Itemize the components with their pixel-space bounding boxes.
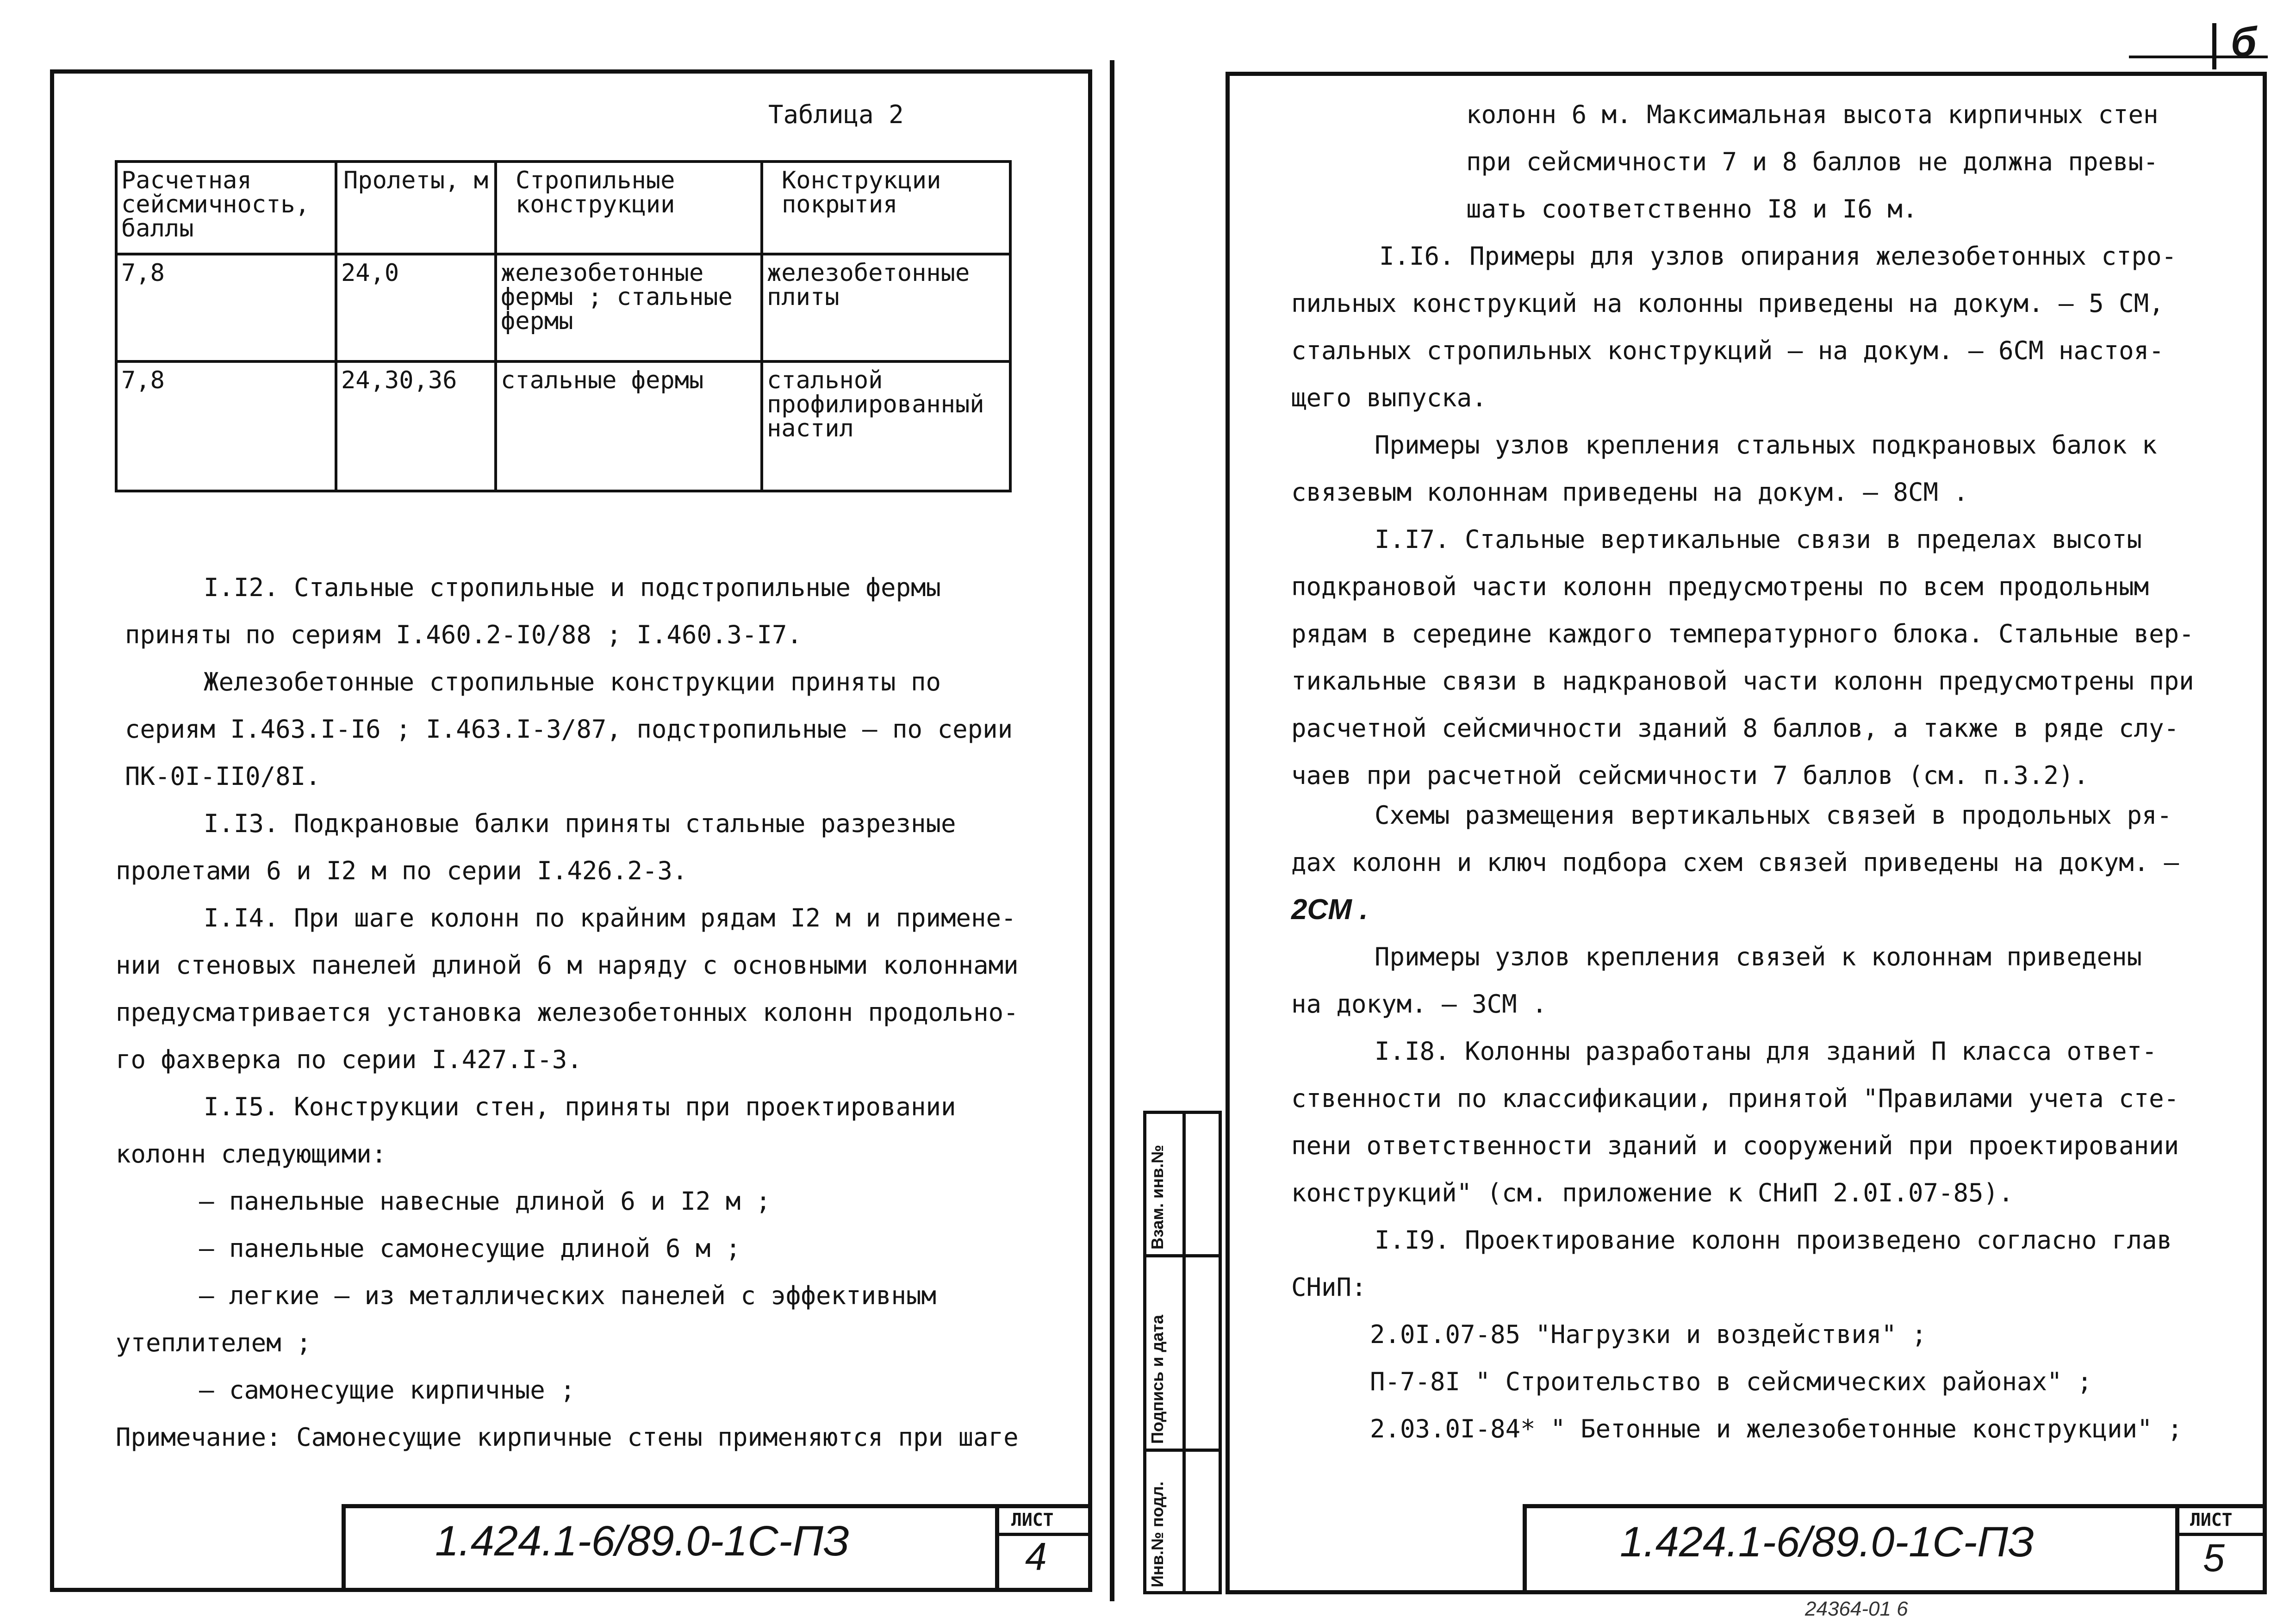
text-line: Примечание: Самонесущие кирпичные стены применяются при шаге bbox=[116, 1423, 1019, 1452]
text-line: I.I5. Конструкции стен, приняты при проектировании bbox=[204, 1092, 956, 1121]
table-cell: 24,0 bbox=[336, 254, 496, 361]
text-line: конструкций" (см. приложение к СНиП 2.0I.07-85). bbox=[1291, 1178, 2014, 1207]
text-line: I.I2. Стальные стропильные и подстропильные фермы bbox=[204, 573, 941, 602]
text-line: на докум. – 3СМ . bbox=[1291, 989, 1547, 1019]
binding-line bbox=[1110, 60, 1114, 1601]
left-doc-code: 1.424.1-6/89.0-1С-ПЗ bbox=[435, 1517, 850, 1565]
text-line: рядам в середине каждого температурного блока. Стальные вер- bbox=[1291, 619, 2194, 648]
stamp-strip-divider bbox=[1182, 1111, 1186, 1594]
text-line: ПК-0I-II0/8I. bbox=[125, 762, 321, 791]
table-cell: железобетонные плиты bbox=[762, 254, 1010, 361]
left-sheet-label: ЛИСТ bbox=[1011, 1510, 1054, 1530]
seismic-table bbox=[115, 160, 1012, 492]
text-line: Примеры узлов крепления стальных подкрановых балок к bbox=[1375, 430, 2157, 460]
text-line: чаев при расчетной сейсмичности 7 баллов (см. п.3.2). bbox=[1291, 761, 2089, 790]
text-line: I.I8. Колонны разработаны для зданий П класса ответ- bbox=[1375, 1037, 2157, 1066]
text-line: нии стеновых панелей длиной 6 м наряду с основными колоннами bbox=[116, 951, 1019, 980]
table-cell: стальной профилированный настил bbox=[762, 361, 1010, 491]
stamp-cell-divider bbox=[1143, 1449, 1222, 1452]
text-line: го фахверка по серии I.427.I-3. bbox=[116, 1045, 582, 1074]
text-line: – панельные навесные длиной 6 и I2 м ; bbox=[199, 1187, 771, 1216]
table-row bbox=[116, 361, 1010, 491]
stamp-label-replace: Взам. инв.№ bbox=[1148, 1144, 1167, 1250]
text-line: – панельные самонесущие длиной 6 м ; bbox=[199, 1234, 741, 1263]
text-line: подкрановой части колонн предусмотрены по всем продольным bbox=[1291, 572, 2149, 601]
text-line: I.I3. Подкрановые балки приняты стальные разрезные bbox=[204, 809, 956, 838]
text-line: колонн следующими: bbox=[116, 1139, 387, 1169]
corner-page-mark: б bbox=[2231, 19, 2257, 65]
right-sheet-label: ЛИСТ bbox=[2190, 1510, 2233, 1530]
table-cell: железобетонные фермы ; стальные фермы bbox=[496, 254, 762, 361]
text-line: 2.0I.07-85 "Нагрузки и воздействия" ; bbox=[1370, 1320, 1927, 1349]
table-cell: 7,8 bbox=[116, 254, 336, 361]
text-line: пролетами 6 и I2 м по серии I.426.2-3. bbox=[116, 856, 688, 885]
right-doc-code: 1.424.1-6/89.0-1С-ПЗ bbox=[1620, 1518, 2035, 1566]
text-line: при сейсмичности 7 и 8 баллов не должна превы- bbox=[1466, 147, 2159, 176]
text-line: Схемы размещения вертикальных связей в продольных ря- bbox=[1375, 801, 2172, 830]
text-line: шать соответственно I8 и I6 м. bbox=[1466, 194, 1918, 224]
text-line: – самонесущие кирпичные ; bbox=[199, 1375, 575, 1405]
corner-mark-bar bbox=[2212, 23, 2216, 69]
text-line: колонн 6 м. Максимальная высота кирпичных стен bbox=[1466, 100, 2159, 129]
text-line: дах колонн и ключ подбора схем связей приведены на докум. – bbox=[1291, 848, 2179, 877]
text-line: П-7-8I " Строительство в сейсмических районах" ; bbox=[1370, 1367, 2092, 1396]
text-line: предусматривается установка железобетонных колонн продольно- bbox=[116, 998, 1019, 1027]
text-line: пени ответственности зданий и сооружений при проектировании bbox=[1291, 1131, 2179, 1160]
text-line: ственности по классификации, принятой "Правилами учета сте- bbox=[1291, 1084, 2179, 1113]
left-sheet-number: 4 bbox=[1025, 1535, 1047, 1578]
text-line: I.I9. Проектирование колонн произведено согласно глав bbox=[1375, 1225, 2172, 1255]
text-line: тикальные связи в надкрановой части колонн предусмотрены при bbox=[1291, 666, 2194, 696]
bottom-note: 24364-01 6 bbox=[1805, 1598, 1908, 1620]
stamp-cell-divider bbox=[1143, 1254, 1222, 1257]
right-sheet-number: 5 bbox=[2203, 1536, 2225, 1579]
table-header-cell: Пролеты, м bbox=[336, 162, 496, 254]
text-line: I.I7. Стальные вертикальные связи в пределах высоты bbox=[1375, 525, 2142, 554]
text-line: щего выпуска. bbox=[1291, 383, 1487, 412]
text-line: Примеры узлов крепления связей к колоннам приведены bbox=[1375, 942, 2142, 971]
text-line: 2СМ . bbox=[1291, 894, 1368, 926]
text-line: СНиП: bbox=[1291, 1273, 1367, 1302]
stamp-label-signature: Подпись и дата bbox=[1148, 1315, 1167, 1444]
table-row bbox=[116, 254, 1010, 361]
stamp-label-inv: Инв.№ подл. bbox=[1148, 1481, 1167, 1587]
text-line: I.I6. Примеры для узлов опирания железобетонных стро- bbox=[1379, 242, 2177, 271]
text-line: расчетной сейсмичности зданий 8 баллов, а также в ряде слу- bbox=[1291, 714, 2179, 743]
table-header-cell: Расчетная сейсмичность, баллы bbox=[116, 162, 336, 254]
table-cell: 7,8 bbox=[116, 361, 336, 491]
text-line: Железобетонные стропильные конструкции приняты по bbox=[204, 667, 941, 696]
text-line: приняты по сериям I.460.2-I0/88 ; I.460.3-I7. bbox=[125, 620, 802, 649]
text-line: утеплителем ; bbox=[116, 1328, 311, 1357]
text-line: I.I4. При шаге колонн по крайним рядам I2 м и примене- bbox=[204, 903, 1016, 933]
text-line: стальных стропильных конструкций – на докум. – 6СМ настоя- bbox=[1291, 336, 2164, 365]
table-cell: стальные фермы bbox=[496, 361, 762, 491]
table-header-cell: Стропильные конструкции bbox=[496, 162, 762, 254]
text-line: пильных конструкций на колонны приведены на докум. – 5 СМ, bbox=[1291, 289, 2164, 318]
table-header-row bbox=[116, 162, 1010, 254]
table-caption: Таблица 2 bbox=[768, 100, 904, 129]
text-line: – легкие – из металлических панелей с эффективным bbox=[199, 1281, 937, 1310]
table-header-cell: Конструкции покрытия bbox=[762, 162, 1010, 254]
text-line: сериям I.463.I-I6 ; I.463.I-3/87, подстропильные – по серии bbox=[125, 715, 1013, 744]
text-line: 2.03.0I-84* " Бетонные и железобетонные конструкции" ; bbox=[1370, 1414, 2183, 1443]
text-line: связевым колоннам приведены на докум. – 8СМ . bbox=[1291, 478, 1968, 507]
table-cell: 24,30,36 bbox=[336, 361, 496, 491]
